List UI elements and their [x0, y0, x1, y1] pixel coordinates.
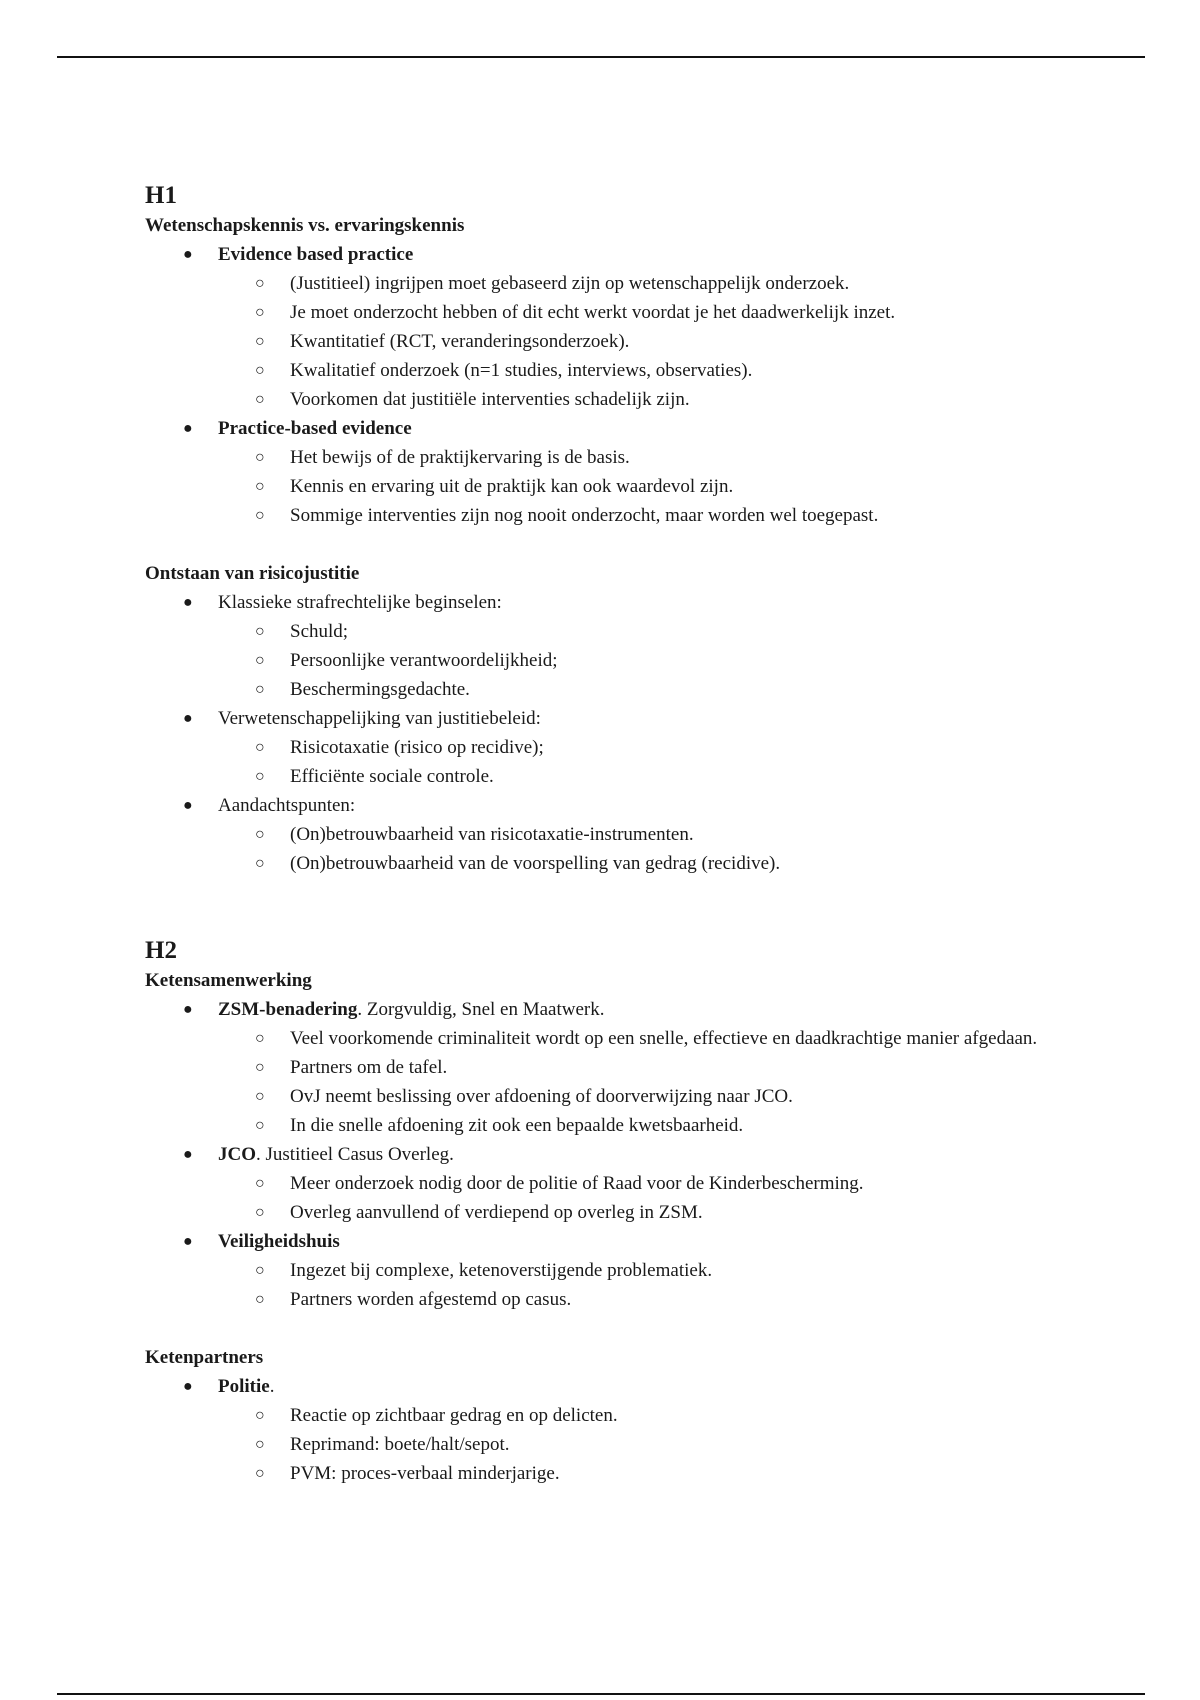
sub-bullet-item — [145, 762, 1105, 791]
sub-bullet-item — [145, 1082, 1105, 1111]
bullet-bold-label: ZSM-benadering — [218, 999, 358, 1020]
circle-bullet-icon: ○ — [255, 1291, 265, 1308]
bullet-icon: ● — [183, 1378, 193, 1395]
bullet-item — [145, 588, 1105, 617]
bullet-bold-label: Evidence based practice — [218, 244, 414, 265]
sub-bullet-item — [145, 1256, 1105, 1285]
subsection-title: Ketensamenwerking — [145, 970, 312, 991]
sub-bullet-text: Partners worden afgestemd op casus. — [290, 1289, 572, 1310]
circle-bullet-icon: ○ — [255, 391, 265, 408]
chapter-heading: H2 — [145, 937, 177, 964]
sub-bullet-text: Ingezet bij complexe, ketenoverstijgende problematiek. — [290, 1260, 713, 1281]
footer-rule — [57, 1693, 1145, 1695]
sub-bullet-text: Veel voorkomende criminaliteit wordt op een snelle, effectieve en daadkrachtige manier afgedaan. — [290, 1028, 1038, 1049]
sub-bullet-text: PVM: proces-verbaal minderjarige. — [290, 1463, 560, 1484]
sub-bullet-text: Kwalitatief onderzoek (n=1 studies, interviews, observaties). — [290, 360, 753, 381]
sub-bullet-item — [145, 1430, 1105, 1459]
sub-bullet-item — [145, 1459, 1105, 1488]
sub-bullet-item — [145, 472, 1105, 501]
bullet-text: . Justitieel Casus Overleg. — [256, 1144, 454, 1165]
bullet-icon: ● — [183, 594, 193, 611]
bullet-item — [145, 1140, 1105, 1169]
sub-bullet-item — [145, 443, 1105, 472]
bullet-text: Aandachtspunten: — [218, 795, 356, 816]
circle-bullet-icon: ○ — [255, 623, 265, 640]
circle-bullet-icon: ○ — [255, 768, 265, 785]
sub-bullet-item — [145, 1053, 1105, 1082]
circle-bullet-icon: ○ — [255, 304, 265, 321]
sub-bullet-text: Het bewijs of de praktijkervaring is de basis. — [290, 447, 630, 468]
circle-bullet-icon: ○ — [255, 1436, 265, 1453]
bullet-item — [145, 240, 1105, 269]
sub-bullet-item — [145, 1169, 1105, 1198]
circle-bullet-icon: ○ — [255, 826, 265, 843]
circle-bullet-icon: ○ — [255, 855, 265, 872]
sub-bullet-item — [145, 849, 1105, 878]
subsection-spacer — [145, 530, 1105, 559]
sub-bullet-item — [145, 298, 1105, 327]
sub-bullet-item — [145, 617, 1105, 646]
sub-bullet-text: (Justitieel) ingrijpen moet gebaseerd zijn op wetenschappelijk onderzoek. — [290, 273, 850, 294]
sub-bullet-item — [145, 501, 1105, 530]
sub-bullet-text: Overleg aanvullend of verdiepend op overleg in ZSM. — [290, 1202, 703, 1223]
sub-bullet-item — [145, 269, 1105, 298]
bullet-bold-label: Veiligheidshuis — [218, 1231, 340, 1252]
bullet-bold-label: Practice-based evidence — [218, 418, 412, 439]
sub-bullet-text: Kwantitatief (RCT, veranderingsonderzoek). — [290, 331, 630, 352]
circle-bullet-icon: ○ — [255, 275, 265, 292]
sub-bullet-text: Efficiënte sociale controle. — [290, 766, 494, 787]
sub-bullet-item — [145, 820, 1105, 849]
bullet-icon: ● — [183, 1001, 193, 1018]
sub-bullet-text: OvJ neemt beslissing over afdoening of doorverwijzing naar JCO. — [290, 1086, 793, 1107]
sub-bullet-item — [145, 1401, 1105, 1430]
sub-bullet-text: In die snelle afdoening zit ook een bepaalde kwetsbaarheid. — [290, 1115, 744, 1136]
circle-bullet-icon: ○ — [255, 681, 265, 698]
sub-bullet-text: Persoonlijke verantwoordelijkheid; — [290, 650, 558, 671]
bullet-bold-label: Politie — [218, 1376, 270, 1397]
bullet-item — [145, 791, 1105, 820]
circle-bullet-icon: ○ — [255, 739, 265, 756]
circle-bullet-icon: ○ — [255, 1175, 265, 1192]
bullet-icon: ● — [183, 797, 193, 814]
subsection-title: Ontstaan van risicojustitie — [145, 563, 360, 584]
sub-bullet-item — [145, 356, 1105, 385]
sub-bullet-text: (On)betrouwbaarheid van risicotaxatie-instrumenten. — [290, 824, 694, 845]
circle-bullet-icon: ○ — [255, 449, 265, 466]
sub-bullet-item — [145, 733, 1105, 762]
circle-bullet-icon: ○ — [255, 1030, 265, 1047]
bullet-item — [145, 995, 1105, 1024]
section-spacer — [145, 878, 1105, 936]
bullet-icon: ● — [183, 710, 193, 727]
sub-bullet-item — [145, 675, 1105, 704]
circle-bullet-icon: ○ — [255, 362, 265, 379]
bullet-item — [145, 1372, 1105, 1401]
sub-bullet-item — [145, 327, 1105, 356]
subsection-title: Wetenschapskennis vs. ervaringskennis — [145, 215, 465, 236]
bullet-bold-label: JCO — [218, 1144, 256, 1165]
sub-bullet-text: Je moet onderzocht hebben of dit echt werkt voordat je het daadwerkelijk inzet. — [290, 302, 896, 323]
sub-bullet-item — [145, 1024, 1105, 1053]
document-body — [145, 181, 1105, 1488]
circle-bullet-icon: ○ — [255, 652, 265, 669]
bullet-item — [145, 704, 1105, 733]
bullet-text: . — [269, 1376, 275, 1397]
bullet-icon: ● — [183, 1233, 193, 1250]
chapter-heading: H1 — [145, 182, 177, 209]
circle-bullet-icon: ○ — [255, 1262, 265, 1279]
bullet-text: . Zorgvuldig, Snel en Maatwerk. — [357, 999, 605, 1020]
circle-bullet-icon: ○ — [255, 1088, 265, 1105]
circle-bullet-icon: ○ — [255, 478, 265, 495]
circle-bullet-icon: ○ — [255, 333, 265, 350]
sub-bullet-item — [145, 1198, 1105, 1227]
header-rule — [57, 56, 1145, 58]
circle-bullet-icon: ○ — [255, 1407, 265, 1424]
sub-bullet-item — [145, 1111, 1105, 1140]
bullet-icon: ● — [183, 420, 193, 437]
bullet-item — [145, 1227, 1105, 1256]
circle-bullet-icon: ○ — [255, 1059, 265, 1076]
circle-bullet-icon: ○ — [255, 1465, 265, 1482]
circle-bullet-icon: ○ — [255, 1117, 265, 1134]
sub-bullet-text: Voorkomen dat justitiële interventies schadelijk zijn. — [290, 389, 690, 410]
circle-bullet-icon: ○ — [255, 507, 265, 524]
subsection-spacer — [145, 1314, 1105, 1343]
sub-bullet-text: Meer onderzoek nodig door de politie of Raad voor de Kinderbescherming. — [290, 1173, 864, 1194]
sub-bullet-text: Kennis en ervaring uit de praktijk kan ook waardevol zijn. — [290, 476, 734, 497]
sub-bullet-item — [145, 1285, 1105, 1314]
sub-bullet-text: Schuld; — [290, 621, 349, 642]
sub-bullet-item — [145, 646, 1105, 675]
sub-bullet-text: Partners om de tafel. — [290, 1057, 448, 1078]
subsection-title: Ketenpartners — [145, 1347, 264, 1368]
bullet-item — [145, 414, 1105, 443]
bullet-icon: ● — [183, 1146, 193, 1163]
bullet-text: Verwetenschappelijking van justitiebeleid: — [218, 708, 541, 729]
sub-bullet-text: Beschermingsgedachte. — [290, 679, 470, 700]
bullet-icon: ● — [183, 246, 193, 263]
sub-bullet-text: (On)betrouwbaarheid van de voorspelling van gedrag (recidive). — [290, 853, 781, 874]
bullet-text: Klassieke strafrechtelijke beginselen: — [218, 592, 502, 613]
sub-bullet-text: Risicotaxatie (risico op recidive); — [290, 737, 544, 758]
sub-bullet-text: Reactie op zichtbaar gedrag en op delicten. — [290, 1405, 618, 1426]
sub-bullet-text: Reprimand: boete/halt/sepot. — [290, 1434, 510, 1455]
circle-bullet-icon: ○ — [255, 1204, 265, 1221]
sub-bullet-text: Sommige interventies zijn nog nooit onderzocht, maar worden wel toegepast. — [290, 505, 879, 526]
sub-bullet-item — [145, 385, 1105, 414]
